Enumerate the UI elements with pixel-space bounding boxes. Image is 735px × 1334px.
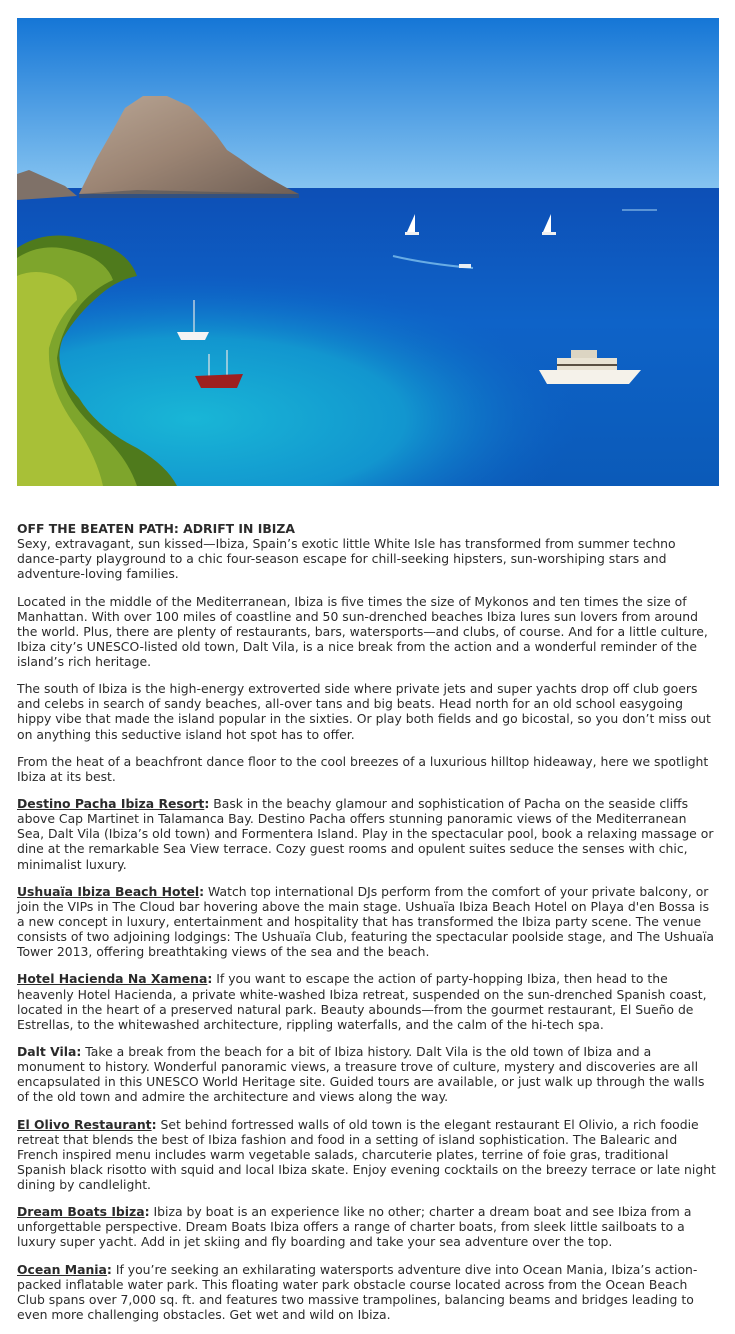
place-link-ocean-mania[interactable]: Ocean Mania <box>17 1261 107 1277</box>
place-item-hacienda <box>17 971 717 1031</box>
place-item-ushuaia <box>17 884 717 959</box>
motorboat <box>459 264 471 268</box>
place-link-el-olivo[interactable]: El Olivo Restaurant <box>17 1116 152 1132</box>
place-colon: : <box>207 971 213 987</box>
hero-illustration <box>17 18 719 486</box>
place-item-el-olivo <box>17 1117 717 1192</box>
place-link-destino-pacha[interactable]: Destino Pacha Ibiza Resort <box>17 796 205 812</box>
place-link-ushuaia[interactable]: Ushuaïa Ibiza Beach Hotel <box>17 883 200 899</box>
place-description: Take a break from the beach for a bit of Ibiza history. Dalt Vila is the old town of Ibiza and a monument to history. Wonderful panoramic views, a treasure trove of culture, mystery and discoveries are all encapsulated in this UNESCO World Heritage site. Guided tours are available, or just walk up through the walls of the old town and admire the architecture and views along the way. <box>17 1044 705 1105</box>
place-description: Watch top international DJs perform from the comfort of your private balcony, or join the VIPs in The Cloud bar hovering above the main stage. Ushuaïa Ibiza Beach Hotel on Playa d'en Bossa is a new concept in luxury, entertainment and hospitality that has transformed the Ibiza party scene. The venue consists of two adjoining lodgings: The Ushuaïa Club, featuring the spectacular poolside stage, and The Ushuaïa Tower 2013, offering breathtaking views of the sea and the beach. <box>17 883 714 960</box>
hero-image <box>17 18 719 486</box>
place-item-ocean-mania <box>17 1262 717 1322</box>
place-colon: : <box>199 883 205 899</box>
place-link-dream-boats[interactable]: Dream Boats Ibiza <box>17 1204 145 1220</box>
place-description: If you’re seeking an exhilarating watersports adventure dive into Ocean Mania, Ibiza’s action-packed inflatable water park. This floating water park obstacle course located across from the Ocean Beach Club spans over 7,000 sq. ft. and features two massive trampolines, balancing beams and bridges leading to even more challenging obstacles. Get wet and wild on Ibiza. <box>17 1261 698 1322</box>
place-link-hacienda[interactable]: Hotel Hacienda Na Xamena <box>17 971 208 987</box>
place-colon: : <box>76 1044 82 1060</box>
article <box>17 521 717 1334</box>
place-colon: : <box>106 1261 112 1277</box>
place-colon: : <box>144 1204 150 1220</box>
intro-paragraph-2: Located in the middle of the Mediterranean, Ibiza is five times the size of Mykonos and ten times the size of Manhattan. With over 100 miles of coastline and 50 sun-drenched beaches Ibiza lures sun lovers from around the world. Plus, there are plenty of restaurants, bars, watersports—and clubs, of course. And for a little culture, Ibiza city’s UNESCO-listed old town, Dalt Vila, is a nice break from the action and a wonderful reminder of the island’s rich heritage. <box>17 593 708 669</box>
intro-paragraph-1: Sexy, extravagant, sun kissed—Ibiza, Spain’s exotic little White Isle has transformed from summer techno dance-party playground to a chic four-season escape for chill-seeking hipsters, sun-worshiping stars and adventure-loving families. <box>17 536 676 582</box>
place-colon: : <box>204 796 210 812</box>
article-title: OFF THE BEATEN PATH: ADRIFT IN IBIZA <box>17 521 295 536</box>
place-description: Bask in the beachy glamour and sophistication of Pacha on the seaside cliffs above Cap Martinet in Talamanca Bay. Destino Pacha offers stunning panoramic views of the Mediterranean Sea, Dalt Vila (Ibiza’s old town) and Formentera Island. Play in the spectacular pool, book a relaxing massage or dine at the remarkable Sea View terrace. Cozy guest rooms and opulent suites seduce the senses with chic, minimalist luxury. <box>17 796 714 872</box>
place-description: Ibiza by boat is an experience like no other; charter a dream boat and see Ibiza from a unforgettable perspective. Dream Boats Ibiza offers a range of charter boats, from sleek little sailboats to a luxury super yacht. Add in jet skiing and fly boarding and take your sea adventure over the top. <box>17 1204 692 1250</box>
intro-paragraph-3: The south of Ibiza is the high-energy extroverted side where private jets and super yachts drop off club goers and celebs in search of sandy beaches, all-over tans and big beats. Head north for an old school easygoing hippy vibe that made the island popular in the sixties. Or play both fields and go bicostal, so you don’t miss out on anything this seductive island hot spot has to offer. <box>17 681 711 742</box>
place-item-dalt-vila <box>17 1044 717 1104</box>
intro-paragraph-4: From the heat of a beachfront dance floor to the cool breezes of a luxurious hilltop hideaway, here we spotlight Ibiza at its best. <box>17 753 709 784</box>
place-name-dalt-vila: Dalt Vila <box>17 1044 77 1060</box>
place-description: Set behind fortressed walls of old town is the elegant restaurant El Olivio, a rich foodie retreat that blends the best of Ibiza fashion and food in a setting of island sophistication. The Balearic and French inspired menu includes warm vegetable salads, charcuterie plates, terrine of foie gras, traditional Spanish black risotto with squid and local Ibiza skate. Enjoy evening cocktails on the breezy terrace or late night dining by candlelight. <box>17 1116 716 1192</box>
place-item-dream-boats <box>17 1204 717 1249</box>
place-item-destino-pacha <box>17 796 717 871</box>
place-description: If you want to escape the action of party-hopping Ibiza, then head to the heavenly Hotel Hacienda, a private white-washed Ibiza retreat, suspended on the sun-drenched Spanish coast, located in the heart of a preserved natural park. Beauty abounds—from the gourmet restaurant, El Sueño de Estrellas, to the whitewashed architecture, rippling waterfalls, and the calm of the hi-tech spa. <box>17 971 707 1032</box>
place-colon: : <box>151 1116 157 1132</box>
